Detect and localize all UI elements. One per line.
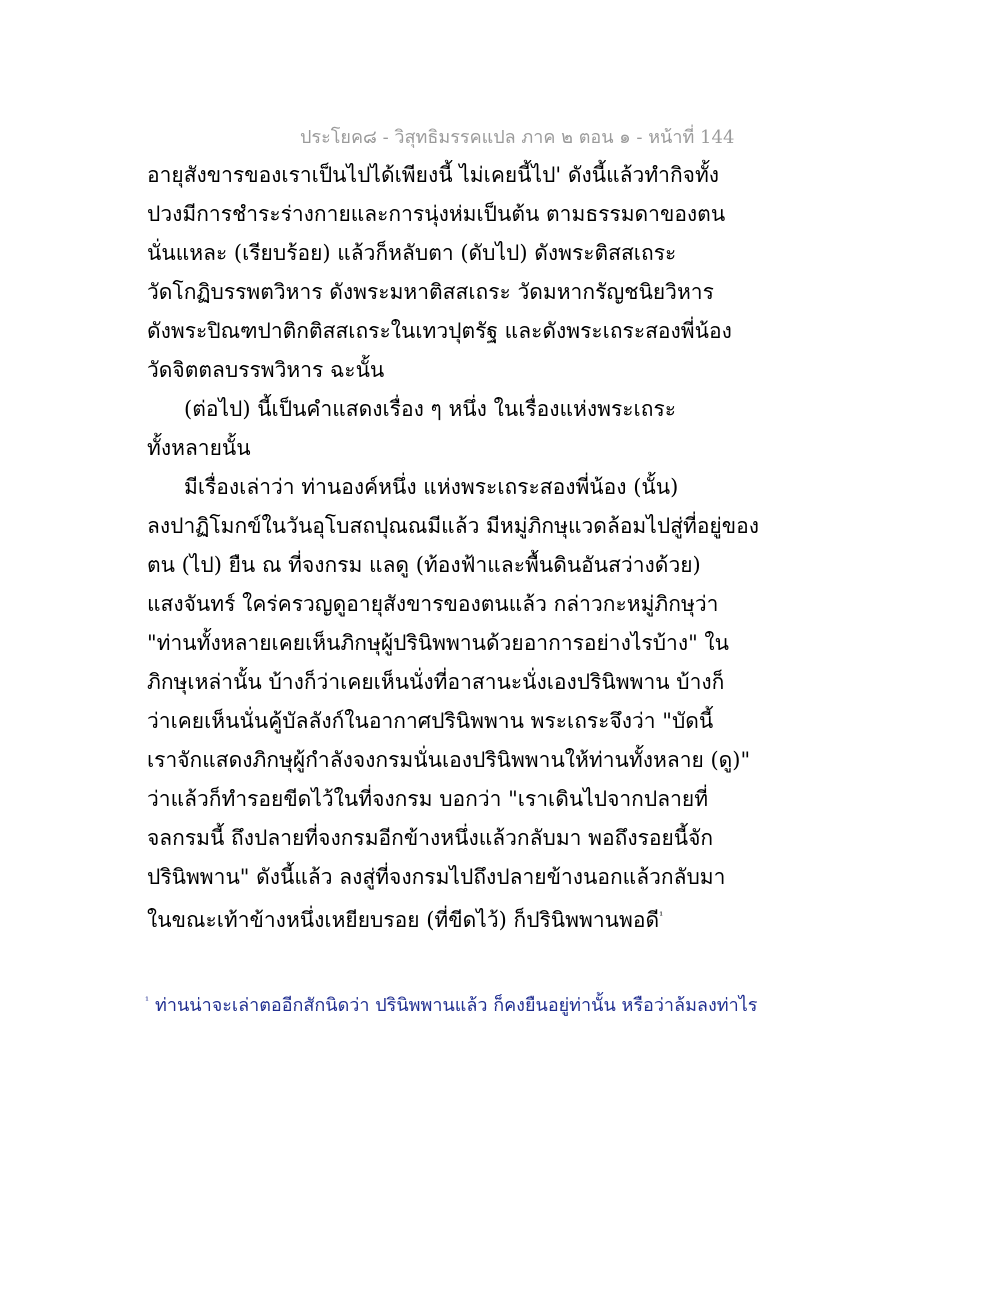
last-line-text: ในขณะเท้าข้างหนึ่งเหยียบรอย (ที่ขีดไว้) ก็ปรินิพพานพอดี [147, 908, 660, 932]
text-line: แสงจันทร์ ใคร่ครวญดูอายุสังขารของตนแล้ว กล่าวกะหมู่ภิกษุว่า [147, 592, 719, 616]
text-line: ทั้งหลายนั้น [147, 436, 251, 460]
text-line: ภิกษุเหล่านั้น บ้างก็ว่าเคยเห็นนั่งที่อาสานะนั่งเองปรินิพพาน บ้างก็ [147, 670, 725, 694]
text-line: อายุสังขารของเราเป็นไปได้เพียงนี้ ไม่เคยนี้ไป' ดังนี้แล้วทำกิจทั้ง [147, 163, 720, 187]
text-line: วัดโกฏิบรรพตวิหาร ดังพระมหาติสสเถระ วัดมหากรัญชนิยวิหาร [147, 280, 714, 304]
text-line: จลกรมนี้ ถึงปลายที่จงกรมอีกข้างหนึ่งแล้วกลับมา พอถึงรอยนี้จัก [147, 826, 714, 850]
text-line: ตน (ไป) ยืน ณ ที่จงกรม แลดู (ท้องฟ้าและพื้นดินอันสว่างด้วย) [147, 553, 701, 577]
footnote-marker: ¹ [145, 996, 150, 1007]
text-line: ว่าแล้วก็ทำรอยขีดไว้ในที่จงกรม บอกว่า "เราเดินไปจากปลายที่ [147, 787, 709, 811]
footnote-reference[interactable]: ¹ [659, 911, 664, 922]
text-line: ลงปาฏิโมกข์ในวันอุโบสถปุณณมีแล้ว มีหมู่ภิกษุแวดล้อมไปสู่ที่อยู่ของ [147, 514, 759, 538]
footnote-text: ท่านน่าจะเล่าตออีกสักนิดว่า ปรินิพพานแล้ว ก็คงยืนอยู่ท่านั้น หรือว่าล้มลงท่าไร [155, 995, 758, 1016]
text-line [147, 897, 847, 936]
text-line: ดังพระปิณฑปาติกติสสเถระในเทวปุตรัฐ และดังพระเถระสองพี่น้อง [147, 319, 732, 343]
text-line: ปรินิพพาน" ดังนี้แล้ว ลงสู่ที่จงกรมไปถึงปลายข้างนอกแล้วกลับมา [147, 865, 726, 889]
text-line: ปวงมีการชำระร่างกายและการนุ่งห่มเป็นต้น ตามธรรมดาของตน [147, 202, 726, 226]
text-line: วัดจิตตลบรรพวิหาร ฉะนั้น [147, 358, 385, 382]
text-line: ว่าเคยเห็นนั่นคู้บัลลังก์ในอากาศปรินิพพาน พระเถระจึงว่า "บัดนี้ [147, 709, 714, 733]
text-line: นั่นแหละ (เรียบร้อย) แล้วก็หลับตา (ดับไป) ดังพระติสสเถระ [147, 241, 677, 265]
paragraph-start-line: มีเรื่องเล่าว่า ท่านองค์หนึ่ง แห่งพระเถระสองพี่น้อง (นั้น) [184, 475, 679, 499]
text-line: เราจักแสดงภิกษุผู้กำลังจงกรมนั่นเองปรินิพพานให้ท่านทั้งหลาย (ดู)" [147, 748, 751, 772]
body-text [147, 156, 847, 936]
paragraph-start-line: (ต่อไป) นี้เป็นคำแสดงเรื่อง ๆ หนึ่ง ในเรื่องแห่งพระเถระ [184, 397, 677, 421]
footnote [145, 990, 865, 1019]
text-line: "ท่านทั้งหลายเคยเห็นภิกษุผู้ปรินิพพานด้วยอาการอย่างไรบ้าง" ใน [147, 631, 730, 655]
running-header: ประโยค๘ - วิสุทธิมรรคแปล ภาค ๒ ตอน ๑ - หน้าที่ 144 [300, 127, 735, 148]
